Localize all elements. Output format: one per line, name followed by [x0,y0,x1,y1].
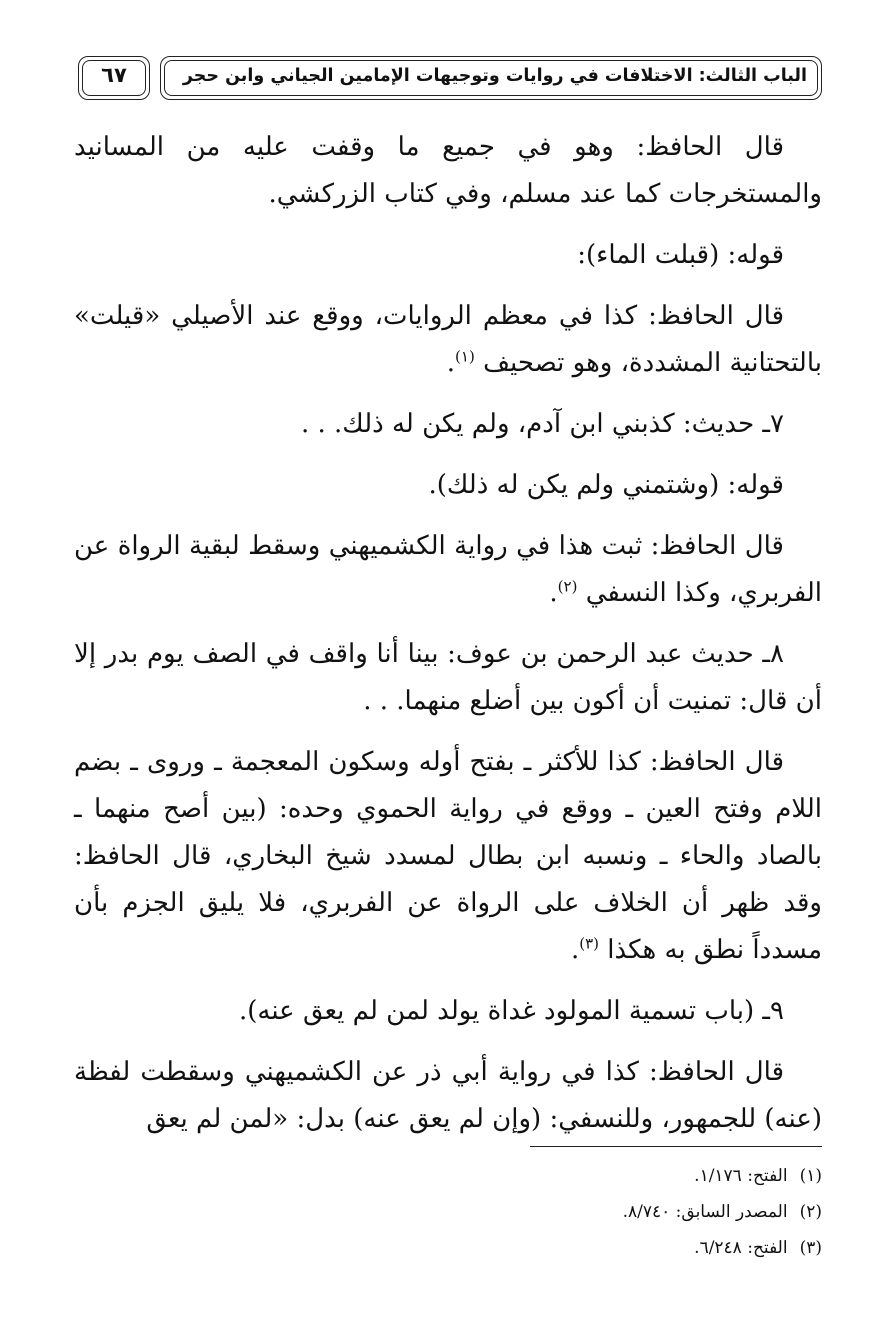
footnote-3-text: الفتح: ٦/٢٤٨. [694,1238,788,1258]
footnote-3-mark: (٣) [799,1238,822,1258]
paragraph-1: قال الحافظ: وهو في جميع ما وقفت عليه من المسانيد والمستخرجات كما عند مسلم، وفي كتاب الزركشي. [74,132,822,209]
footnotes [222,1158,822,1266]
footnote-3 [222,1230,822,1266]
page-number: ٦٧ [101,63,127,87]
paragraph-7: ٨ـ حديث عبد الرحمن بن عوف: بينا أنا واقف في الصف يوم بدر إلا أن قال: تمنيت أن أكون بين أضلع منهما. . . [74,639,822,716]
running-header [78,56,822,108]
paragraph-8-text: قال الحافظ: كذا للأكثر ـ بفتح أوله وسكون المعجمة ـ وروى ـ بضم اللام وفتح العين ـ ووقع في رواية الحموي وحده: (بين أصح منهما ـ بالصاد والحاء ـ ونسبه ابن بطال لمسدد شيخ البخاري، قال الحافظ: وقد ظهر أن الخلاف على الرواة عن الفربري، فلا يليق الجزم بأن مسدداً نطق به هكذا [74,747,822,965]
paragraph-8 [74,739,822,974]
paragraph-5: قوله: (وشتمني ولم يكن له ذلك). [428,470,784,500]
paragraph-6-text: قال الحافظ: ثبت هذا في رواية الكشميهني وسقط لبقية الرواة عن الفربري، وكذا النسفي [74,531,822,608]
footnote-2-text: المصدر السابق: ٨/٧٤٠. [622,1202,788,1222]
paragraph-6 [74,523,822,617]
running-title: الباب الثالث: الاختلافات في روايات وتوجيهات الإمامين الجياني وابن حجر [182,66,807,86]
paragraph-3-text: قال الحافظ: كذا في معظم الروايات، ووقع عند الأصيلي «قيلت» بالتحتانية المشددة، وهو تصحيف [74,301,822,378]
page-number-frame [78,56,150,100]
footnote-1-mark: (١) [799,1166,822,1186]
footnote-2-mark: (٢) [799,1202,822,1222]
paragraph-3-end: . [446,348,456,378]
footnote-ref-1[interactable]: (١) [455,347,475,366]
footnote-1 [222,1158,822,1194]
paragraph-8-end: . [570,935,580,965]
footnote-separator [530,1146,822,1147]
footnote-1-text: الفتح: ١/١٧٦. [694,1166,788,1186]
paragraph-10: قال الحافظ: كذا في رواية أبي ذر عن الكشميهني وسقطت لفظة (عنه) للجمهور، وللنسفي: (وإن لم يعق عنه) بدل: «لمن لم يعق [74,1057,822,1134]
paragraph-2: قوله: (قبلت الماء): [577,240,784,270]
footnote-ref-3[interactable]: (٣) [579,934,599,953]
paragraph-9: ٩ـ (باب تسمية المولود غداة يولد لمن لم يعق عنه). [238,996,784,1026]
paragraph-3 [74,293,822,387]
paragraph-4: ٧ـ حديث: كذبني ابن آدم، ولم يكن له ذلك. . . [300,409,784,439]
paragraph-6-end: . [549,578,558,608]
footnote-ref-2[interactable]: (٢) [557,577,578,596]
footnote-2 [222,1194,822,1230]
page-body [74,124,822,1157]
running-title-frame [160,56,822,100]
